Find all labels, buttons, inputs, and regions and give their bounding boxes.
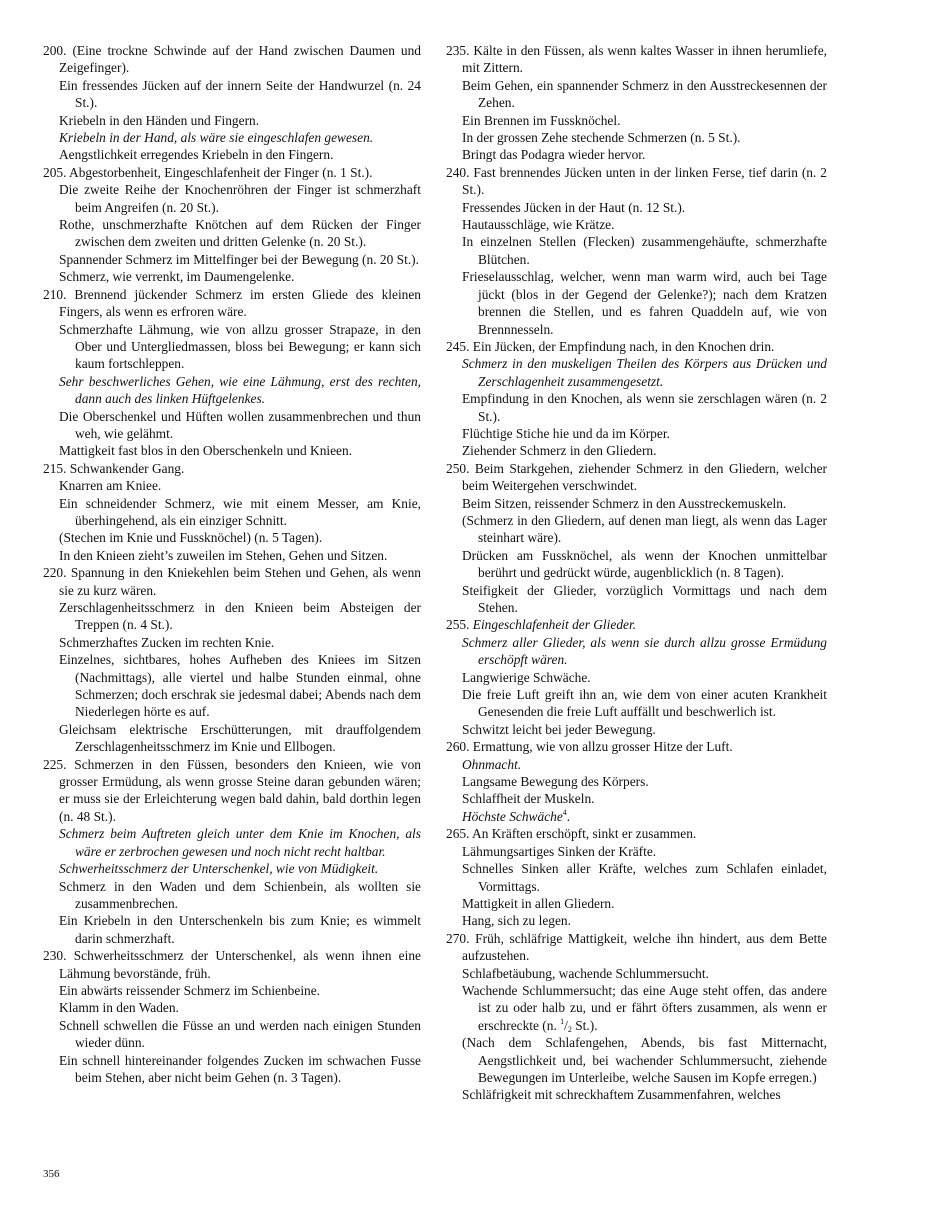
entry-text: Aengstlichkeit erregendes Kriebeln in den Fingern.	[59, 147, 334, 163]
left-column	[43, 42, 421, 1086]
entry-text: Die Oberschenkel und Hüften wollen zusammenbrechen und thun weh, wie gelähmt.	[59, 408, 421, 441]
entry-text: In der grossen Zehe stechende Schmerzen (n. 5 St.).	[462, 130, 741, 146]
entry-text: (Nach dem Schlafengehen, Abends, bis fast Mitternacht, Aengstlichkeit und, bei wachender Schlummersucht, ziehende Bewegungen im Unterleibe, welche Sausen im Kopfe erregen.)	[462, 1035, 827, 1085]
symptom-entry	[43, 321, 421, 373]
entry-text: Kriebeln in den Händen und Fingern.	[59, 112, 260, 128]
numbered-symptom-entry	[446, 616, 827, 633]
entry-text: Wachende Schlummersucht; das eine Auge steht offen, das andere ist zu oder halb zu, und er fährt öfters zusammen, als wenn er erschreckte (n.	[462, 982, 827, 1033]
numbered-symptom-entry	[446, 164, 827, 199]
symptom-entry	[446, 895, 827, 912]
numbered-symptom-entry	[43, 460, 421, 477]
symptom-entry	[43, 408, 421, 443]
entry-text: Ohnmacht.	[462, 756, 522, 772]
entry-text: Sehr beschwerliches Gehen, wie eine Lähmung, erst des rechten, dann auch des linken Hüftgelenkes.	[59, 373, 421, 407]
entry-text: Flüchtige Stiche hie und da im Körper.	[462, 425, 670, 441]
symptom-entry	[43, 529, 421, 546]
symptom-entry	[446, 808, 827, 825]
symptom-entry	[43, 721, 421, 756]
entry-text: Drücken am Fussknöchel, als wenn der Knochen unmittelbar berührt und gedrückt würde, augenblicklich (n. 8 Tagen).	[462, 547, 827, 581]
symptom-entry	[43, 112, 421, 129]
fraction-numerator: 1	[560, 1016, 565, 1026]
symptom-entry	[43, 373, 421, 408]
entry-text: 265. An Kräften erschöpft, sinkt er zusammen.	[446, 826, 697, 842]
entry-text: 200. (Eine trockne Schwinde auf der Hand zwischen Daumen und Zeigefinger).	[43, 43, 421, 76]
fraction-denominator: 2	[567, 1024, 572, 1034]
entry-text: Ein abwärts reissender Schmerz im Schienbeine.	[59, 982, 321, 998]
numbered-symptom-entry	[43, 286, 421, 321]
entry-text: Steifigkeit der Glieder, vorzüglich Vormittags und nach dem Stehen.	[462, 582, 827, 615]
symptom-entry	[446, 355, 827, 390]
numbered-symptom-entry	[446, 930, 827, 965]
entry-text: Mattigkeit fast blos in den Oberschenkeln und Knieen.	[59, 443, 353, 459]
entry-text: Eingeschlafenheit der Glieder.	[472, 617, 637, 633]
symptom-entry	[446, 721, 827, 738]
numbered-symptom-entry	[43, 164, 421, 181]
numbered-symptom-entry	[43, 564, 421, 599]
entry-text: Langsame Bewegung des Körpers.	[462, 774, 649, 790]
symptom-entry	[43, 878, 421, 913]
symptom-entry	[43, 547, 421, 564]
symptom-entry	[446, 512, 827, 547]
symptom-entry	[43, 495, 421, 530]
entry-text: Schmerz in den muskeligen Theilen des Körpers aus Drücken und Zerschlagenheit zusammengesetzt.	[462, 356, 827, 389]
symptom-entry	[446, 268, 827, 338]
symptom-entry	[446, 790, 827, 807]
symptom-entry	[43, 825, 421, 860]
symptom-entry	[43, 982, 421, 999]
entry-text: Bringt das Podagra wieder hervor.	[462, 147, 646, 163]
entry-text: Ein schneidender Schmerz, wie mit einem Messer, am Knie, überhingehend, als ein einziger Schnitt.	[59, 495, 421, 528]
entry-text: Hautausschläge, wie Krätze.	[462, 217, 615, 233]
symptom-entry	[446, 425, 827, 442]
entry-text: 205. Abgestorbenheit, Eingeschlafenheit der Finger (n. 1 St.).	[43, 164, 373, 180]
symptom-entry	[446, 634, 827, 669]
symptom-entry	[43, 251, 421, 268]
symptom-entry	[446, 199, 827, 216]
symptom-entry	[43, 146, 421, 163]
entry-text: Beim Sitzen, reissender Schmerz in den Ausstreckemuskeln.	[462, 495, 787, 511]
entry-text: Frieselausschlag, welcher, wenn man warm wird, auch bei Tage jückt (blos in der Gegend der Gelenke?); nach dem Kratzen brennen die Stellen, und es fahren Quaddeln auf, wie von Brennnesseln.	[462, 269, 827, 337]
entry-text: 240. Fast brennendes Jücken unten in der linken Ferse, tief darin (n. 2 St.).	[446, 164, 827, 198]
entry-text: Knarren am Kniee.	[59, 478, 162, 494]
symptom-entry: Wachende Schlummersucht; das eine Auge steht offen, das andere ist zu oder halb zu, und er fährt öfters zusammen, als wenn er erschreckte (n. $^1/_2$ St.).	[462, 982, 827, 1034]
entry-text: Lähmungsartiges Sinken der Kräfte.	[462, 843, 657, 859]
symptom-entry	[43, 599, 421, 634]
entry-text: 225. Schmerzen in den Füssen, besonders den Knieen, wie von grosser Ermüdung, als wenn grosse Steine daran gebunden wären; er muss sie der Erleichterung wegen bald dahin, bald dorthin legen (n. 48 St.).	[43, 756, 421, 824]
entry-text: Schnell schwellen die Füsse an und werden nach einigen Stunden wieder dünn.	[59, 1017, 421, 1051]
entry-text: 215. Schwankender Gang.	[43, 460, 185, 476]
numbered-symptom-entry	[446, 338, 827, 355]
symptom-entry	[43, 1052, 421, 1087]
numbered-symptom-entry	[43, 947, 421, 982]
entry-text: Zerschlagenheitsschmerz in den Knieen beim Absteigen der Treppen (n. 4 St.).	[59, 600, 421, 633]
symptom-entry	[446, 547, 827, 582]
entry-text: Einzelnes, sichtbares, hohes Aufheben des Kniees im Sitzen (Nachmittags), alle viertel und halbe Stunden einmal, ohne Schmerzen; doch erschrak sie jedesmal dabei; Abends nach dem Niederlegen hörte es auf.	[59, 652, 421, 720]
symptom-entry	[446, 912, 827, 929]
symptom-entry	[446, 860, 827, 895]
symptom-entry	[446, 216, 827, 233]
numbered-symptom-entry	[43, 42, 421, 77]
entry-text: Klamm in den Waden.	[59, 1000, 179, 1016]
entry-text: Schläfrigkeit mit schreckhaftem Zusammenfahren, welches	[462, 1087, 781, 1103]
entry-text: Schlaffheit der Muskeln.	[462, 791, 595, 807]
symptom-entry	[446, 233, 827, 268]
numbered-symptom-entry	[446, 825, 827, 842]
symptom-entry	[446, 112, 827, 129]
entry-text: (Schmerz in den Gliedern, auf denen man liegt, als wenn das Lager steinhart wäre).	[462, 512, 827, 546]
entry-text: 250. Beim Starkgehen, ziehender Schmerz in den Gliedern, welcher beim Weitergehen verschwindet.	[446, 460, 827, 494]
entry-text-tail: St.).	[571, 1017, 598, 1033]
symptom-entry	[43, 477, 421, 494]
symptom-entry	[43, 216, 421, 251]
entry-text: Schmerz beim Auftreten gleich unter dem Knie im Knochen, als wäre er zerbrochen gewesen und noch nicht recht haltbar.	[59, 826, 421, 859]
entry-text: Schmerz aller Glieder, als wenn sie durch allzu grosse Ermüdung erschöpft wären.	[462, 634, 827, 668]
entry-text: Schwitzt leicht bei jeder Bewegung.	[462, 721, 656, 737]
entry-text: In einzelnen Stellen (Flecken) zusammengehäufte, schmerzhafte Blütchen.	[462, 234, 827, 267]
symptom-entry	[43, 912, 421, 947]
symptom-entry	[43, 634, 421, 651]
entry-text: 230. Schwerheitsschmerz der Unterschenkel, als wenn ihnen eine Lähmung bevorstände, früh.	[43, 948, 421, 981]
entry-text: Spannender Schmerz im Mittelfinger bei der Bewegung (n. 20 St.).	[59, 251, 419, 267]
entry-text: Schnelles Sinken aller Kräfte, welches zum Schlafen einladet, Vormittags.	[462, 861, 827, 894]
numbered-symptom-entry	[446, 460, 827, 495]
numbered-symptom-entry	[446, 42, 827, 77]
entry-text: Die freie Luft greift ihn an, wie dem von einer acuten Krankheit Genesenden die freie Luft auffällt und beschwerlich ist.	[462, 687, 827, 720]
entry-text: 260. Ermattung, wie von allzu grosser Hitze der Luft.	[446, 739, 733, 755]
symptom-entry	[43, 442, 421, 459]
symptom-entry	[446, 965, 827, 982]
entry-text: Empfindung in den Knochen, als wenn sie zerschlagen wären (n. 2 St.).	[462, 391, 827, 424]
symptom-entry	[446, 669, 827, 686]
entry-text: Ein schnell hintereinander folgendes Zucken im schwachen Fusse beim Stehen, aber nicht beim Gehen (n. 3 Tagen).	[59, 1052, 421, 1085]
entry-text: Schmerzhaftes Zucken im rechten Knie.	[59, 634, 275, 650]
entry-text: Fressendes Jücken in der Haut (n. 12 St.).	[462, 199, 686, 215]
symptom-entry	[43, 999, 421, 1016]
symptom-entry	[446, 1086, 827, 1103]
entry-text: Langwierige Schwäche.	[462, 669, 591, 685]
symptom-entry	[43, 77, 421, 112]
entry-text: Schlafbetäubung, wachende Schlummersucht.	[462, 965, 709, 981]
numbered-symptom-entry	[43, 756, 421, 826]
entry-text: 270. Früh, schläfrige Mattigkeit, welche ihn hindert, aus dem Bette aufzustehen.	[446, 930, 827, 964]
symptom-entry	[43, 129, 421, 146]
entry-text: Ein fressendes Jücken auf der innern Seite der Handwurzel (n. 24 St.).	[59, 77, 421, 111]
symptom-entry	[446, 442, 827, 459]
entry-text: Beim Gehen, ein spannender Schmerz in den Ausstreckesennen der Zehen.	[462, 77, 827, 111]
symptom-entry	[446, 146, 827, 163]
symptom-entry	[43, 860, 421, 877]
entry-text: 235. Kälte in den Füssen, als wenn kaltes Wasser in ihnen herumliefe, mit Zittern.	[446, 43, 827, 76]
footnote-marker: 4	[562, 807, 567, 817]
entry-number: 255.	[446, 617, 473, 633]
entry-text: Schmerz in den Waden und dem Schienbein, als wollten sie zusammenbrechen.	[59, 878, 421, 911]
entry-text: Schwerheitsschmerz der Unterschenkel, wie von Müdigkeit.	[59, 861, 379, 877]
symptom-entry	[43, 181, 421, 216]
symptom-entry	[446, 686, 827, 721]
entry-text: Gleichsam elektrische Erschütterungen, mit drauffolgendem Zerschlagenheitsschmerz im Knie und Ellbogen.	[59, 721, 421, 755]
entry-text: Die zweite Reihe der Knochenröhren der Finger ist schmerzhaft beim Angreifen (n. 20 St.).	[59, 182, 421, 215]
entry-text: Mattigkeit in allen Gliedern.	[462, 895, 615, 911]
entry-text: Ein Brennen im Fussknöchel.	[462, 112, 621, 128]
entry-text: Rothe, unschmerzhafte Knötchen auf dem Rücken der Finger zwischen dem zweiten und dritten Gelenke (n. 20 St.).	[59, 217, 421, 250]
symptom-entry	[43, 651, 421, 721]
page-number: 356	[43, 1168, 60, 1180]
entry-text: (Stechen im Knie und Fussknöchel) (n. 5 Tagen).	[59, 530, 323, 546]
entry-text: 245. Ein Jücken, der Empfindung nach, in den Knochen drin.	[446, 338, 775, 354]
symptom-entry	[446, 756, 827, 773]
entry-text: Ein Kriebeln in den Unterschenkeln bis zum Knie; es wimmelt darin schmerzhaft.	[59, 913, 421, 946]
entry-text-tail: .	[566, 808, 571, 824]
symptom-entry	[446, 582, 827, 617]
symptom-entry	[446, 495, 827, 512]
entry-text: Kriebeln in der Hand, als wäre sie eingeschlafen gewesen.	[59, 130, 374, 146]
symptom-entry	[446, 390, 827, 425]
symptom-entry	[446, 843, 827, 860]
right-column	[446, 42, 827, 1104]
symptom-entry	[446, 773, 827, 790]
entry-text: Hang, sich zu legen.	[462, 913, 571, 929]
entry-text: Höchste Schwäche	[462, 808, 563, 824]
entry-text: Schmerz, wie verrenkt, im Daumengelenke.	[59, 269, 295, 285]
entry-text: Ziehender Schmerz in den Gliedern.	[462, 443, 657, 459]
numbered-symptom-entry	[446, 738, 827, 755]
symptom-entry	[446, 77, 827, 112]
entry-text: 220. Spannung in den Kniekehlen beim Stehen und Gehen, als wenn sie zu kurz wären.	[43, 565, 421, 598]
symptom-entry	[43, 1017, 421, 1052]
symptom-entry	[446, 1034, 827, 1086]
entry-text: 210. Brennend jückender Schmerz im ersten Gliede des kleinen Fingers, als wenn es erfroren wäre.	[43, 286, 421, 320]
symptom-entry	[43, 268, 421, 285]
symptom-entry	[446, 129, 827, 146]
entry-text: In den Knieen zieht’s zuweilen im Stehen, Gehen und Sitzen.	[59, 547, 388, 563]
entry-text: Schmerzhafte Lähmung, wie von allzu grosser Strapaze, in den Ober und Untergliedmassen, bloss bei Bewegung; er kann sich kaum fortschleppen.	[59, 321, 421, 372]
